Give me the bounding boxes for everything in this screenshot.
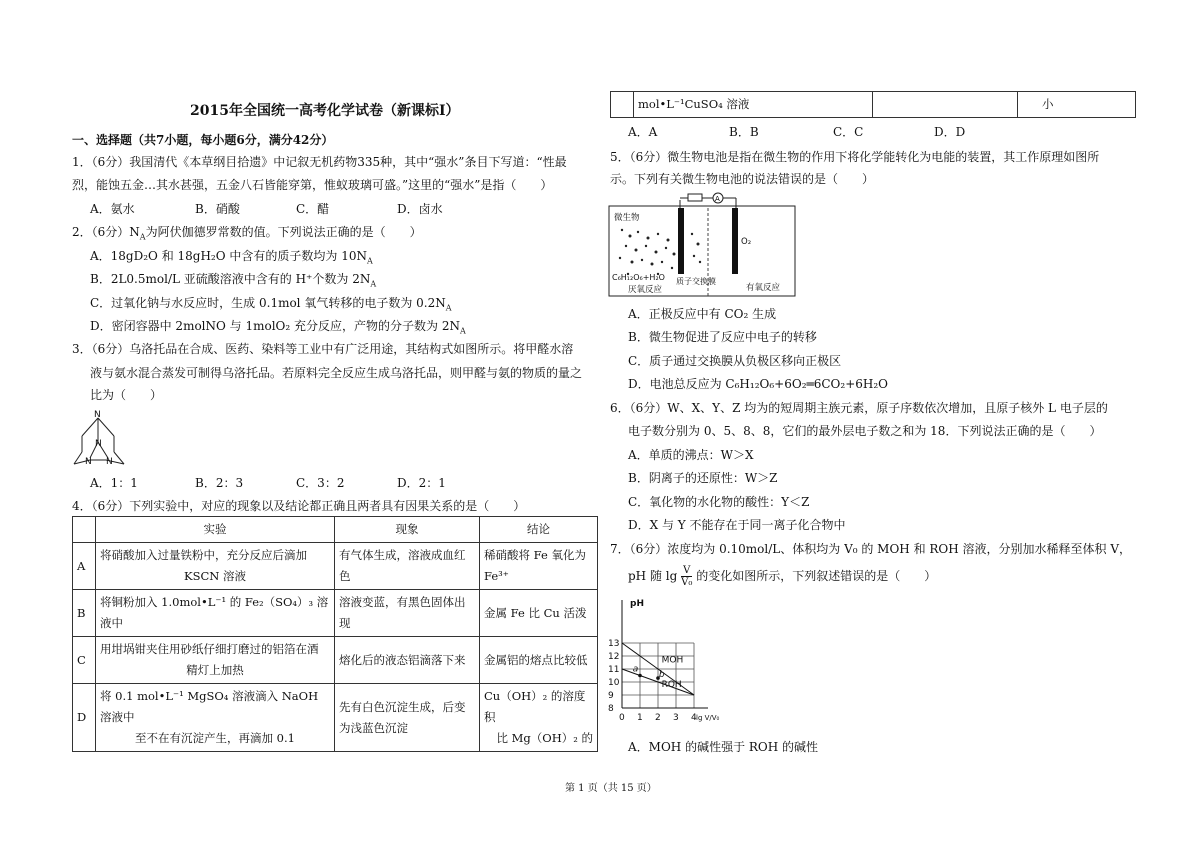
row-conclusion: 稀硝酸将 Fe 氧化为 Fe³⁺ (480, 543, 598, 590)
q2-option-d[interactable]: D．密闭容器中 2molNO 与 1molO₂ 充分反应，产物的分子数为 $2N_A$ (90, 319, 466, 336)
y-tick-label: 13 (608, 639, 620, 649)
ph-dilution-chart (606, 596, 730, 726)
microbial-cell-diagram (608, 190, 798, 300)
q4-table-continued (610, 91, 1136, 118)
row-phenomenon: 先有白色沉淀生成，后变 为浅蓝色沉淀 (335, 684, 480, 752)
anode-electrode (678, 208, 684, 274)
page-footer: 第 1 页（共 15 页） (565, 783, 657, 794)
q4-stem: 4．（6分）下列实验中，对应的现象以及结论都正确且两者具有因果关系的是（ ） (72, 499, 526, 513)
q2-stem: 2．（6分）$N_A$为阿伏伽德罗常数的值。下列说法正确的是（ ） (72, 225, 422, 242)
q3-option-a[interactable]: A．1：1 (90, 476, 138, 490)
q3-option-d[interactable]: D．2：1 (397, 476, 446, 490)
row-conclusion: 金属 Fe 比 Cu 活泼 (480, 590, 598, 637)
q7-line2: pH 随 lg $\frac{V}{\text{V₀}}$ 的变化如图所示，下列叙述错误的是（ ） (628, 565, 937, 588)
row-conclusion: Cu（OH）₂ 的溶度积 比 Mg（OH）₂ 的 (480, 684, 598, 752)
q1-option-d[interactable]: D．卤水 (397, 202, 443, 216)
membrane-label: 质子交换膜 (676, 277, 716, 286)
q5-option-c[interactable]: C．质子通过交换膜从负极区移向正极区 (628, 354, 842, 368)
q5-option-d[interactable]: D．电池总反应为 C₆H₁₂O₆+6O₂═6CO₂+6H₂O (628, 377, 888, 391)
q3-line1: 3．（6分）乌洛托品在合成、医药、染料等工业中有广泛用途，其结构式如图所示。将甲醛水溶 (72, 342, 574, 356)
section-heading: 一、选择题（共7小题，每小题6分，满分42分） (72, 133, 334, 147)
annotation-a: a (632, 664, 639, 675)
table-header-row (73, 517, 598, 543)
q4-option-b[interactable]: B．B (729, 125, 759, 139)
x-tick-label: 2 (655, 713, 661, 723)
x-tick-label: 1 (637, 713, 643, 723)
q5-option-a[interactable]: A．正极反应中有 CO₂ 生成 (628, 307, 777, 321)
series-label-moh: MOH (661, 655, 684, 666)
q1-option-c[interactable]: C．醋 (296, 202, 330, 216)
x-tick-label: 3 (673, 713, 679, 723)
q2-option-b[interactable]: B．2L0.5mol/L 亚硫酸溶液中含有的 H⁺个数为 $2N_A$ (90, 272, 377, 289)
table-row (611, 92, 1136, 118)
q3-option-c[interactable]: C．3：2 (296, 476, 345, 490)
q1-line2: 烈，能蚀五金…其水甚强，五金八石皆能穿第，惟蚁玻璃可盛。”这里的“强水”是指（ ） (72, 178, 553, 192)
y-tick-label: 8 (608, 704, 614, 714)
table-row (73, 590, 598, 637)
row-experiment: 将 0.1 mol•L⁻¹ MgSO₄ 溶液滴入 NaOH 溶液中 至不在有沉淀产生，再滴加 0.1 (96, 684, 335, 752)
row-conclusion: 金属铝的熔点比较低 (480, 637, 598, 684)
row-phenomenon: 熔化后的液态铝滴落下来 (335, 637, 480, 684)
row-experiment: 将铜粉加入 1.0mol•L⁻¹ 的 Fe₂（SO₄）₃ 溶液中 (96, 590, 335, 637)
q1-option-a[interactable]: A．氨水 (90, 202, 135, 216)
q5-option-b[interactable]: B．微生物促进了反应中电子的转移 (628, 330, 817, 344)
q6-line1: 6．（6分）W、X、Y、Z 均为的短周期主族元素，原子序数依次增加，且原子核外 L 电子层的 (610, 401, 1108, 415)
annotation-b: b (658, 669, 665, 680)
microbe-label: 微生物 (614, 213, 640, 223)
ammeter-label: A (715, 195, 720, 203)
cathode-electrode (732, 208, 738, 274)
row-experiment: mol•L⁻¹CuSO₄ 溶液 (634, 92, 873, 118)
q4-option-a[interactable]: A．A (628, 125, 658, 139)
row-phenomenon: 有气体生成，溶液成血红 色 (335, 543, 480, 590)
q4-option-d[interactable]: D．D (934, 125, 966, 139)
page-title: 2015年全国统一高考化学试卷（新课标I） (190, 103, 460, 119)
q5-line2: 示。下列有关微生物电池的说法错误的是（ ） (610, 172, 875, 186)
row-key: B (73, 590, 96, 637)
x-tick-label: 0 (619, 713, 625, 723)
q1-option-b[interactable]: B．硝酸 (195, 202, 240, 216)
q6-option-c[interactable]: C．氧化物的水化物的酸性：Y＜Z (628, 495, 810, 509)
q3-line3: 比为（ ） (90, 388, 163, 402)
q5-line1: 5．（6分）微生物电池是指在微生物的作用下将化学能转化为电能的装置，其工作原理如图所 (610, 150, 1100, 164)
row-key: C (73, 637, 96, 684)
y-tick-label: 10 (608, 678, 620, 688)
glucose-label: C₆H₁₂O₆+H₂O (612, 273, 665, 282)
structure-atom-n-top: N (94, 410, 101, 420)
row-conclusion: 小 (1018, 92, 1136, 118)
q7-line1: 7．（6分）浓度均为 0.10mol/L、体积均为 V₀ 的 MOH 和 ROH 溶液，分别加水稀释至体积 V， (610, 542, 1132, 556)
row-experiment: 将硝酸加入过量铁粉中，充分反应后滴加 KSCN 溶液 (96, 543, 335, 590)
row-phenomenon: 溶液变蓝，有黑色固体出 现 (335, 590, 480, 637)
y-tick-label: 11 (608, 665, 620, 675)
q4-option-c[interactable]: C．C (833, 125, 864, 139)
y-tick-label: 9 (608, 691, 614, 701)
fraction: $\frac{V}{\text{V₀}}$ (681, 565, 693, 588)
header-experiment: 实验 (96, 517, 335, 543)
q2-option-a[interactable]: A．18gD₂O 和 18gH₂O 中含有的质子数均为 $10N_A$ (90, 249, 373, 266)
q7-option-a[interactable]: A．MOH 的碱性强于 ROH 的碱性 (628, 740, 819, 754)
structure-atom-n-center: N (95, 439, 102, 449)
q6-option-a[interactable]: A．单质的沸点：W＞X (628, 448, 754, 462)
hexamine-structure-diagram (68, 408, 130, 470)
q6-option-b[interactable]: B．阴离子的还原性：W＞Z (628, 471, 778, 485)
q4-table (72, 516, 598, 752)
row-experiment: 用坩埚钳夹住用砂纸仔细打磨过的铝箔在酒 精灯上加热 (96, 637, 335, 684)
row-key: D (73, 684, 96, 752)
anaerobic-label: 厌氧反应 (628, 285, 663, 295)
x-tick-label: 4 (691, 713, 697, 723)
q6-option-d[interactable]: D．X 与 Y 不能存在于同一离子化合物中 (628, 518, 846, 532)
y-tick-label: 12 (608, 652, 620, 662)
table-row (73, 637, 598, 684)
q1-line1: 1．（6分）我国清代《本草纲目拾遗》中记叙无机药物335种，其中“强水”条目下写道：“性最 (72, 155, 567, 169)
series-label-roh: ROH (661, 680, 682, 691)
structure-atom-n-left: N (85, 457, 92, 467)
q3-line2: 液与氨水混合蒸发可制得乌洛托品。若原料完全反应生成乌洛托品，则甲醛与氨的物质的量之 (90, 366, 583, 380)
o2-label: O₂ (741, 237, 752, 247)
x-axis-label: lg V/V₀ (696, 714, 720, 722)
y-axis-label: pH (630, 599, 644, 609)
structure-atom-n-right: N (106, 457, 113, 467)
point-a (638, 674, 642, 678)
header-conclusion: 结论 (480, 517, 598, 543)
header-phenomenon: 现象 (335, 517, 480, 543)
q3-option-b[interactable]: B．2：3 (195, 476, 244, 490)
table-row (73, 684, 598, 752)
table-row (73, 543, 598, 590)
q6-line2: 电子数分别为 0、5、8、8，它们的最外层电子数之和为 18．下列说法正确的是（ ） (628, 424, 1102, 438)
q2-option-c[interactable]: C．过氧化钠与水反应时，生成 0.1mol 氧气转移的电子数为 $0.2N_A$ (90, 296, 452, 313)
aerobic-label: 有氧反应 (746, 283, 781, 293)
row-key: A (73, 543, 96, 590)
